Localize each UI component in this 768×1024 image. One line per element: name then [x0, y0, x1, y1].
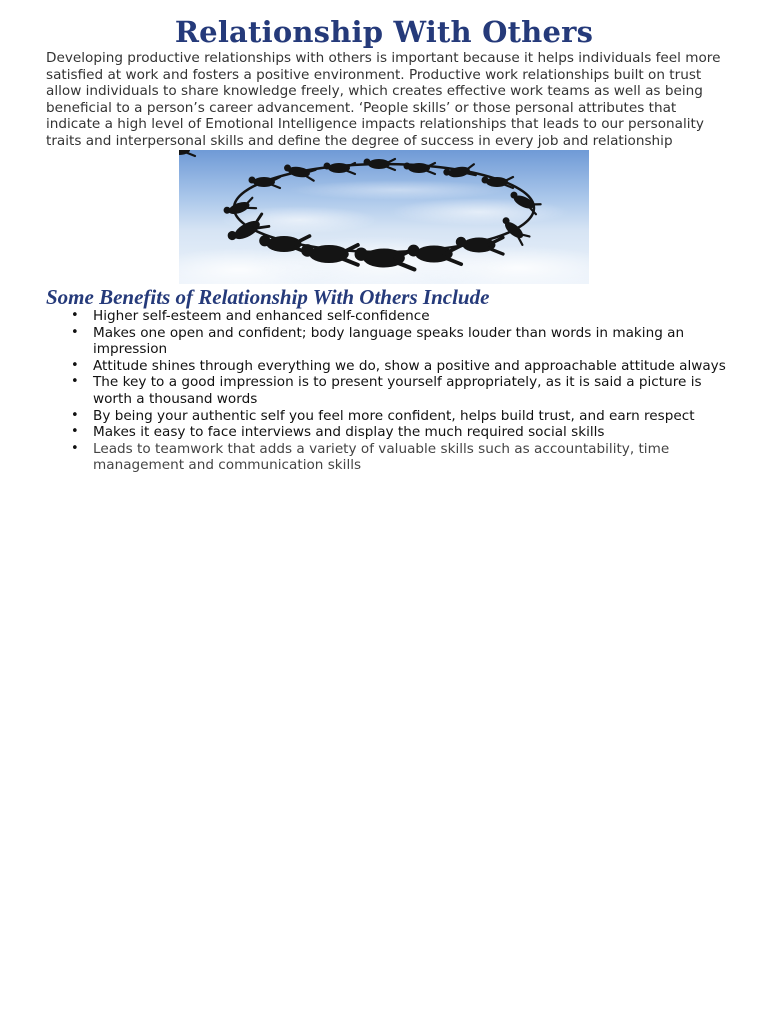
list-item [46, 424, 728, 441]
list-item-text: Makes it easy to face interviews and display the much required social skills [93, 424, 605, 441]
list-item-text: Higher self-esteem and enhanced self-confidence [93, 308, 430, 324]
bullet-icon: • [71, 440, 79, 456]
list-item-text: By being your authentic self you feel more confident, helps build trust, and earn respect [93, 407, 695, 424]
list-item [46, 408, 728, 425]
bullet-icon: • [71, 308, 79, 323]
list-item [46, 358, 728, 375]
list-item [46, 441, 728, 474]
bullet-icon: • [71, 357, 79, 373]
list-item-text: The key to a good impression is to present yourself appropriately, as it is said a picture is worth a thousand words [93, 374, 702, 407]
list-item [46, 374, 728, 407]
bullet-icon: • [71, 407, 79, 423]
bullet-icon: • [71, 424, 79, 440]
benefits-heading: Some Benefits of Relationship With Others Include [46, 285, 490, 309]
benefits-list [46, 308, 728, 474]
intro-paragraph: Developing productive relationships with others is important because it helps individuals feel more satisfied at work and fosters a positive environment. Productive work relationships built on trust allow individuals to share knowledge freely, which creates effective work teams as well as being beneficial to a person’s career advancement. ‘People skills’ or those personal attributes that indicate a high level of Emotional Intelligence impacts relationships that leads to our personality traits and interpersonal skills and define the degree of success in every job and relationship [46, 50, 721, 149]
list-item [46, 308, 728, 325]
skydivers-circle-photo [179, 150, 589, 284]
list-item-text: Makes one open and confident; body language speaks louder than words in making an impression [93, 324, 685, 358]
list-item-text: Attitude shines through everything we do, show a positive and approachable attitude always [93, 357, 726, 374]
bullet-icon: • [71, 324, 79, 340]
bullet-icon: • [71, 374, 79, 390]
list-item-text: Leads to teamwork that adds a variety of valuable skills such as accountability, time management and communication skills [93, 440, 670, 474]
page-title: Relationship With Others [174, 15, 594, 49]
list-item [46, 325, 728, 358]
